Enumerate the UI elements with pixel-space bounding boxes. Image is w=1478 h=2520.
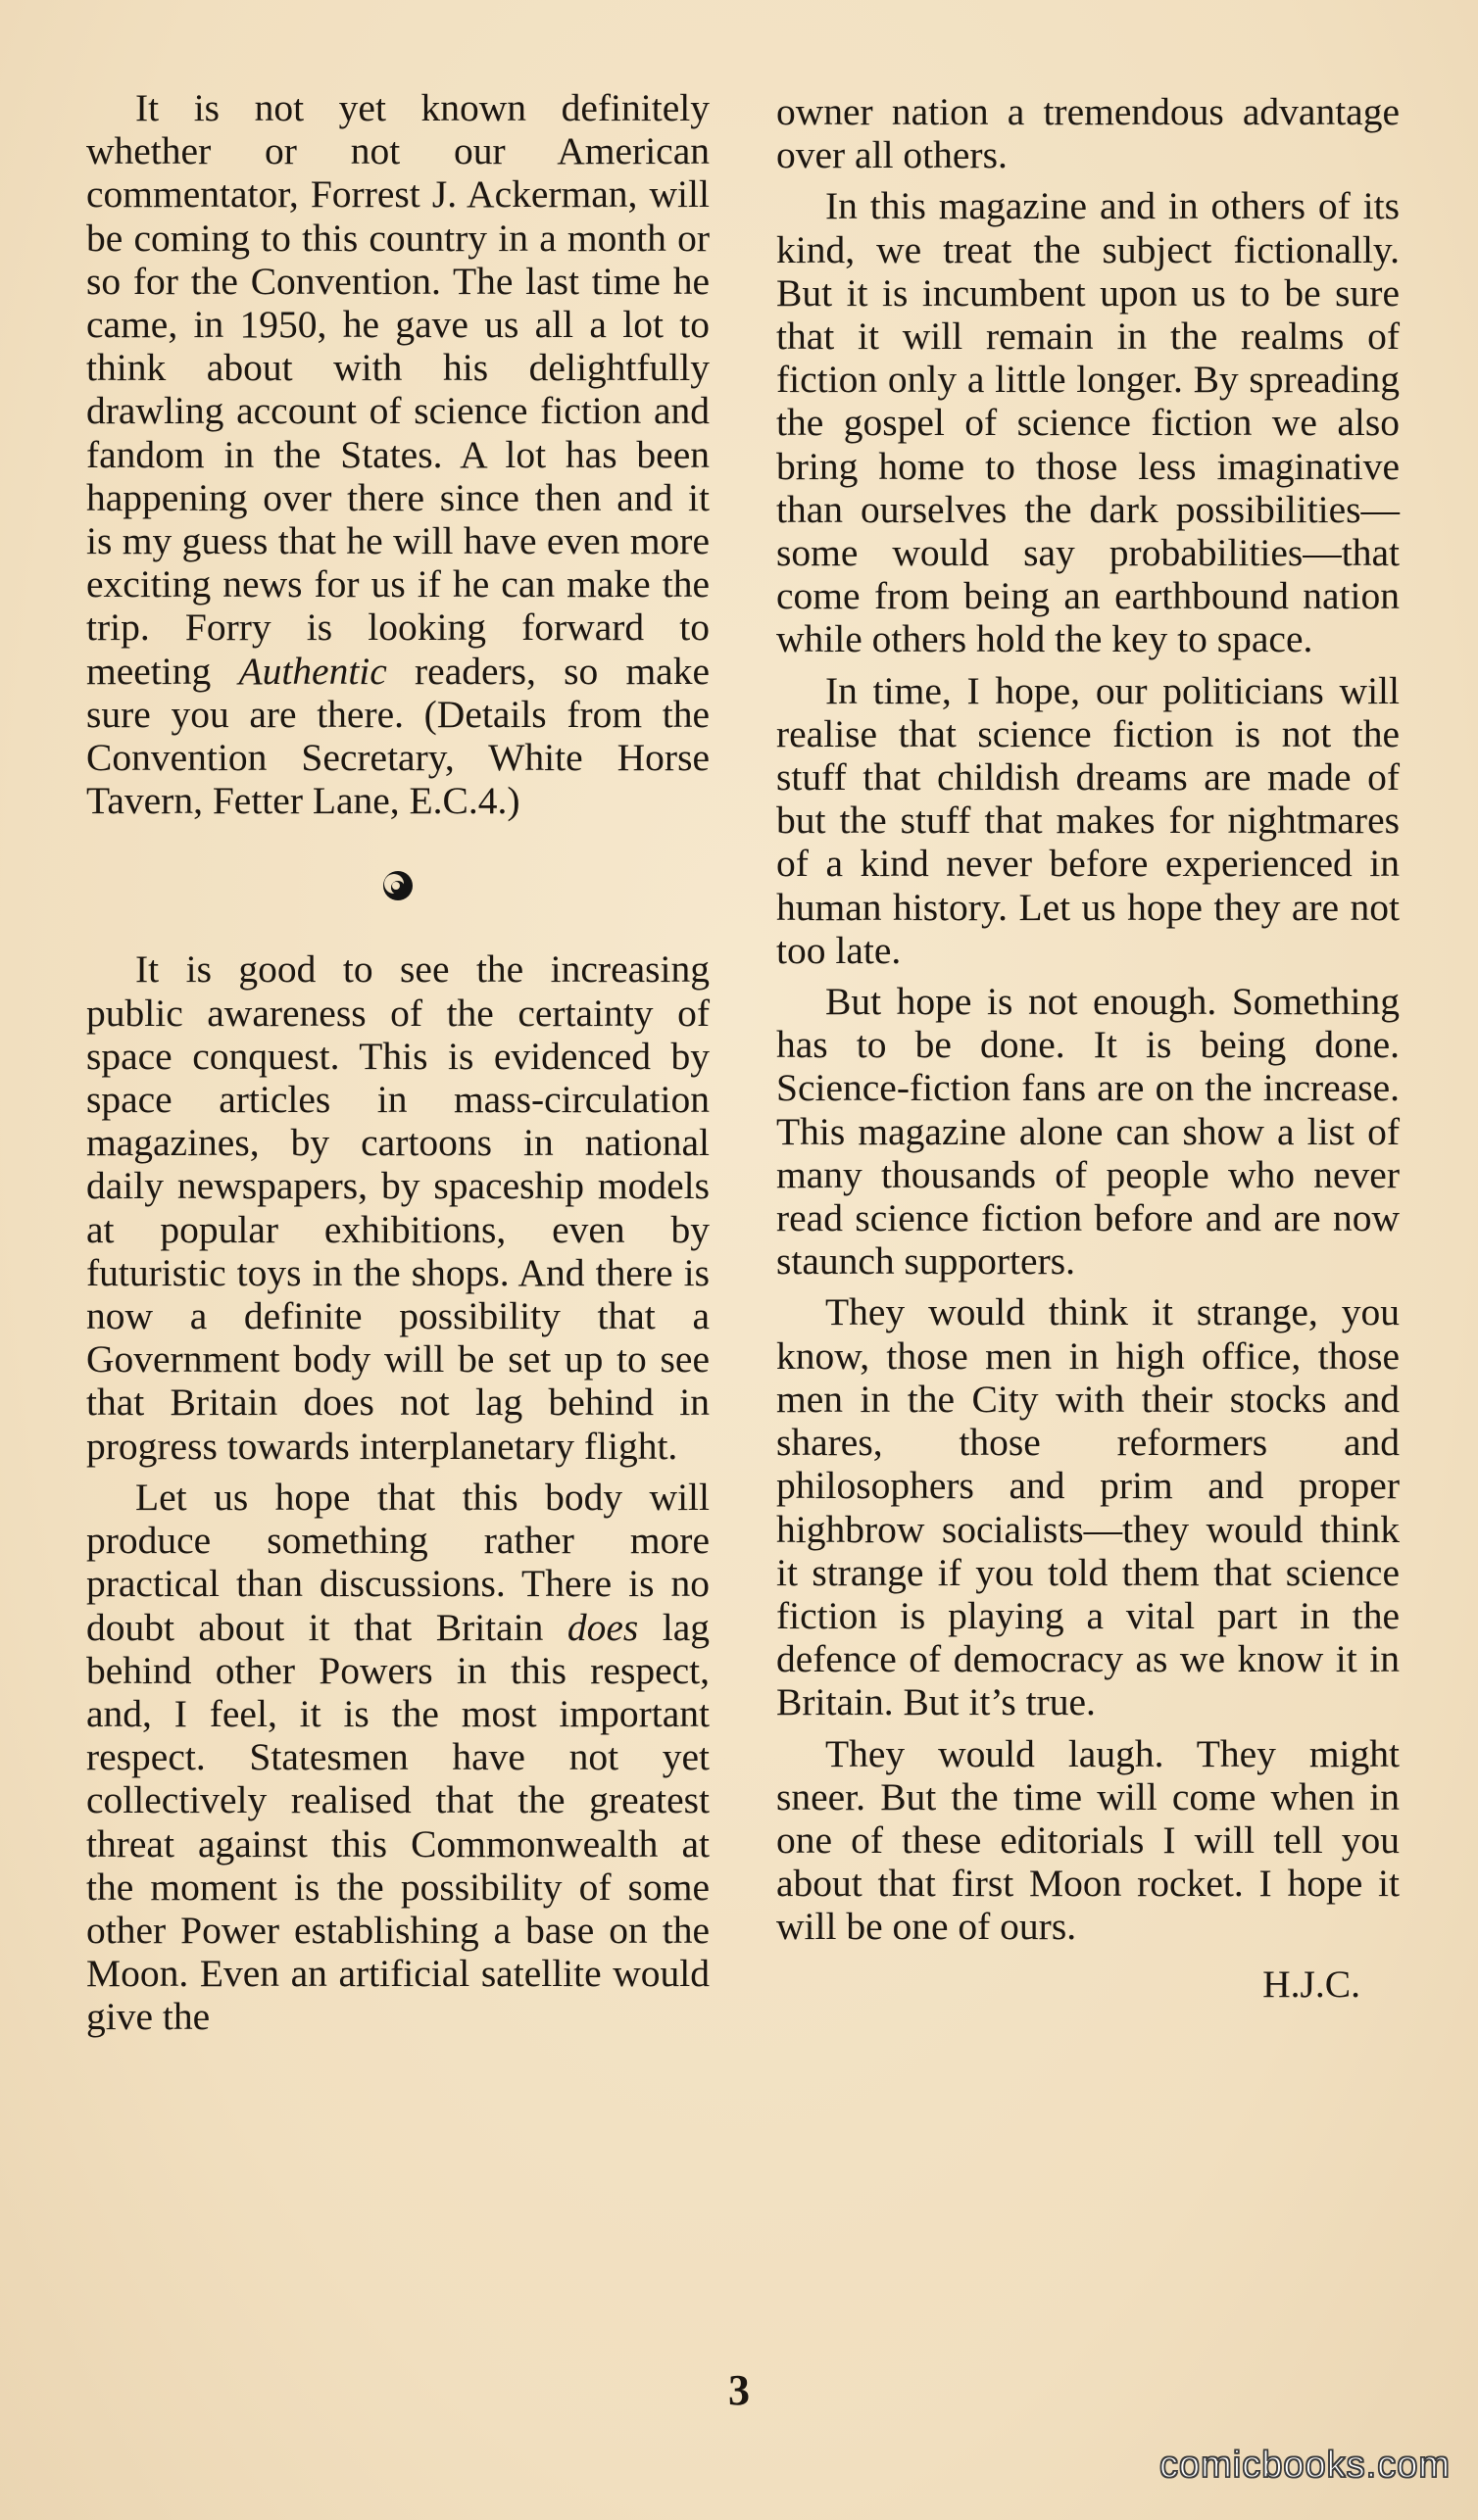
page-number: 3 [728,2366,750,2414]
section-separator [86,822,710,947]
paragraph-text: Let us hope that this body will produce something rather more practical than discussions. There is no doubt about it that Britain [86,1475,710,1649]
magazine-title-italic: Authentic [238,649,387,693]
editorial-paragraph-continuation: owner nation a tremendous advantage over all others. [776,90,1400,177]
paragraph-text-continued: readers, so make sure you are there. (Details from the Convention Secretary, White Horse Tavern, Fetter Lane, E.C.4.) [86,649,710,823]
editorial-paragraph-hope [86,1476,710,2039]
editorial-paragraph-laugh: They would laugh. They might sneer. But the time will come when in one of these editorials I will tell you about that first Moon rocket. I hope it will be one of ours. [776,1731,1400,1949]
site-watermark: comicbooks.com [1159,2445,1451,2486]
author-signature: H.J.C. [1262,1962,1360,2006]
editorial-paragraph-hope-not-enough: But hope is not enough. Something has to be done. It is being done. Science-fiction fans are on the increase. This magazine alone can show a list of many thousands of people who never read science fiction before and are now staunch supporters. [776,980,1400,1284]
emphasis-italic: does [567,1605,639,1649]
paragraph-text: It is not yet known definitely whether or not our American commentator, Forrest J. Ackerman, will be coming to this country in a month or so for the Convention. The last time he came, in 1950, he gave us all a lot to think about with his delightfully drawling account of science fiction and fandom in the States. A lot has been happening over there since then and it is my guess that he will have even more exciting news for us if he can make the trip. Forry is looking forward to meeting [86,86,710,693]
right-column [776,90,1400,2006]
editorial-paragraph-strange: They would think it strange, you know, those men in high office, those men in the City with their stocks and shares, those reformers and philosophers and prim and proper highbrow socialists—they would think it strange if you told them that science fiction is playing a vital part in the defence of democracy as we know it in Britain. But it’s true. [776,1290,1400,1724]
editorial-paragraph-fiction: In this magazine and in others of its kind, we treat the subject fictionally. But it is incumbent upon us to be sure that it will remain in the realms of fiction only a little longer. By spreading the gospel of science fiction we also bring home to those less imaginative than ourselves the dark possibilities—some would say probabilities—that come from being an earthbound nation while others hold the key to space. [776,184,1400,661]
editorial-paragraph-convention [86,86,710,822]
paragraph-text-continued: lag behind other Powers in this respect, and, I feel, it is the most important respect. Statesmen have not yet collectively realised that the greatest threat against this Commonwealth at the moment is the possibility of some other Power establishing a base on the Moon. Even an artificial satellite would give the [86,1605,710,2039]
editorial-paragraph-politicians: In time, I hope, our politicians will realise that science fiction is not the stuff that childish dreams are made of but the stuff that makes for nightmares of a kind never before experienced in human history. Let us hope they are not too late. [776,668,1400,972]
crescent-moon-planet-icon [378,867,418,902]
left-column [86,86,710,2039]
editorial-paragraph-awareness: It is good to see the increasing public awareness of the certainty of space conquest. This is evidenced by space articles in mass-circulation magazines, by cartoons in national daily newspapers, by spaceship models at popular exhibitions, even by futuristic toys in the shops. And there is now a definite possibility that a Government body will be set up to see that Britain does not lag behind in progress towards interplanetary flight. [86,947,710,1468]
